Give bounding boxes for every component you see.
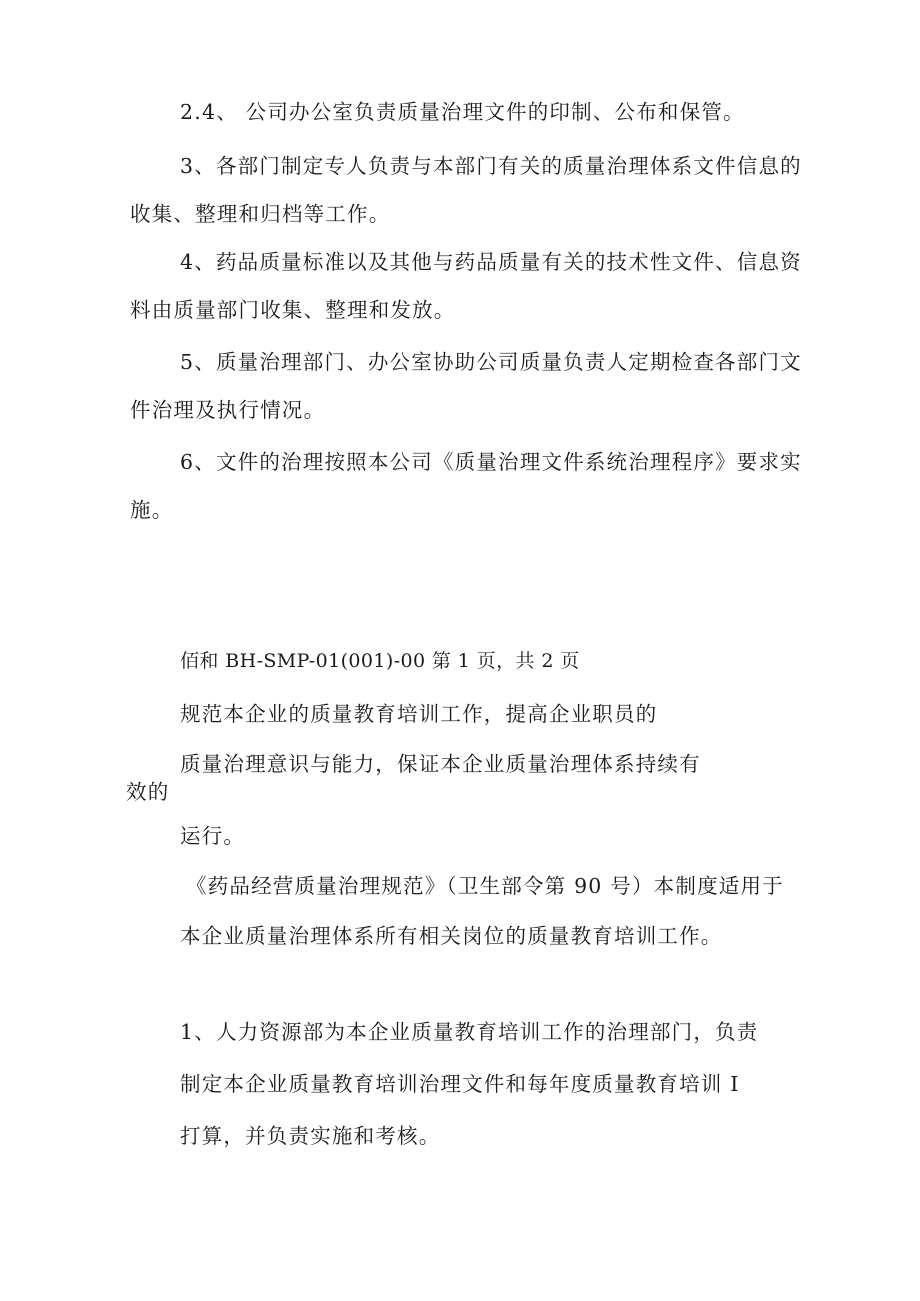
purpose-line-3: 效的 bbox=[126, 780, 170, 804]
item-1-line-2: 制定本企业质量教育培训治理文件和每年度质量教育培训 I bbox=[180, 1072, 740, 1096]
paragraph-6-line-2: 施。 bbox=[130, 498, 174, 522]
paragraph-5-line-2: 件治理及执行情况。 bbox=[130, 398, 326, 422]
purpose-line-2: 质量治理意识与能力，保证本企业质量治理体系持续有 bbox=[180, 752, 701, 776]
purpose-line-4: 运行。 bbox=[180, 824, 246, 848]
paragraph-4-line-1: 4、药品质量标准以及其他与药品质量有关的技术性文件、信息资 bbox=[180, 250, 802, 274]
paragraph-2-4-line-1: 2.4、 公司办公室负责质量治理文件的印制、公布和保管。 bbox=[180, 100, 745, 124]
item-1-line-1: 1、人力资源部为本企业质量教育培训工作的治理部门，负责 bbox=[180, 1020, 759, 1044]
item-1-line-3: 打算，并负责实施和考核。 bbox=[180, 1124, 441, 1148]
paragraph-5-line-1: 5、质量治理部门、办公室协助公司质量负责人定期检查各部门文 bbox=[180, 350, 802, 374]
page-footer: 佰和 BH-SMP-01(001)-00 第 1 页，共 2 页 bbox=[180, 650, 580, 672]
basis-line-1: 《药品经营质量治理规范》（卫生部令第 90 号）本制度适用于 bbox=[186, 874, 784, 898]
paragraph-3-line-2: 收集、整理和归档等工作。 bbox=[130, 202, 391, 226]
paragraph-6-line-1: 6、文件的治理按照本公司《质量治理文件系统治理程序》要求实 bbox=[180, 450, 802, 474]
paragraph-4-line-2: 料由质量部门收集、整理和发放。 bbox=[130, 298, 456, 322]
paragraph-3-line-1: 3、各部门制定专人负责与本部门有关的质量治理体系文件信息的 bbox=[180, 154, 802, 178]
purpose-line-1: 规范本企业的质量教育培训工作，提高企业职员的 bbox=[180, 702, 658, 726]
basis-line-2: 本企业质量治理体系所有相关岗位的质量教育培训工作。 bbox=[180, 924, 723, 948]
